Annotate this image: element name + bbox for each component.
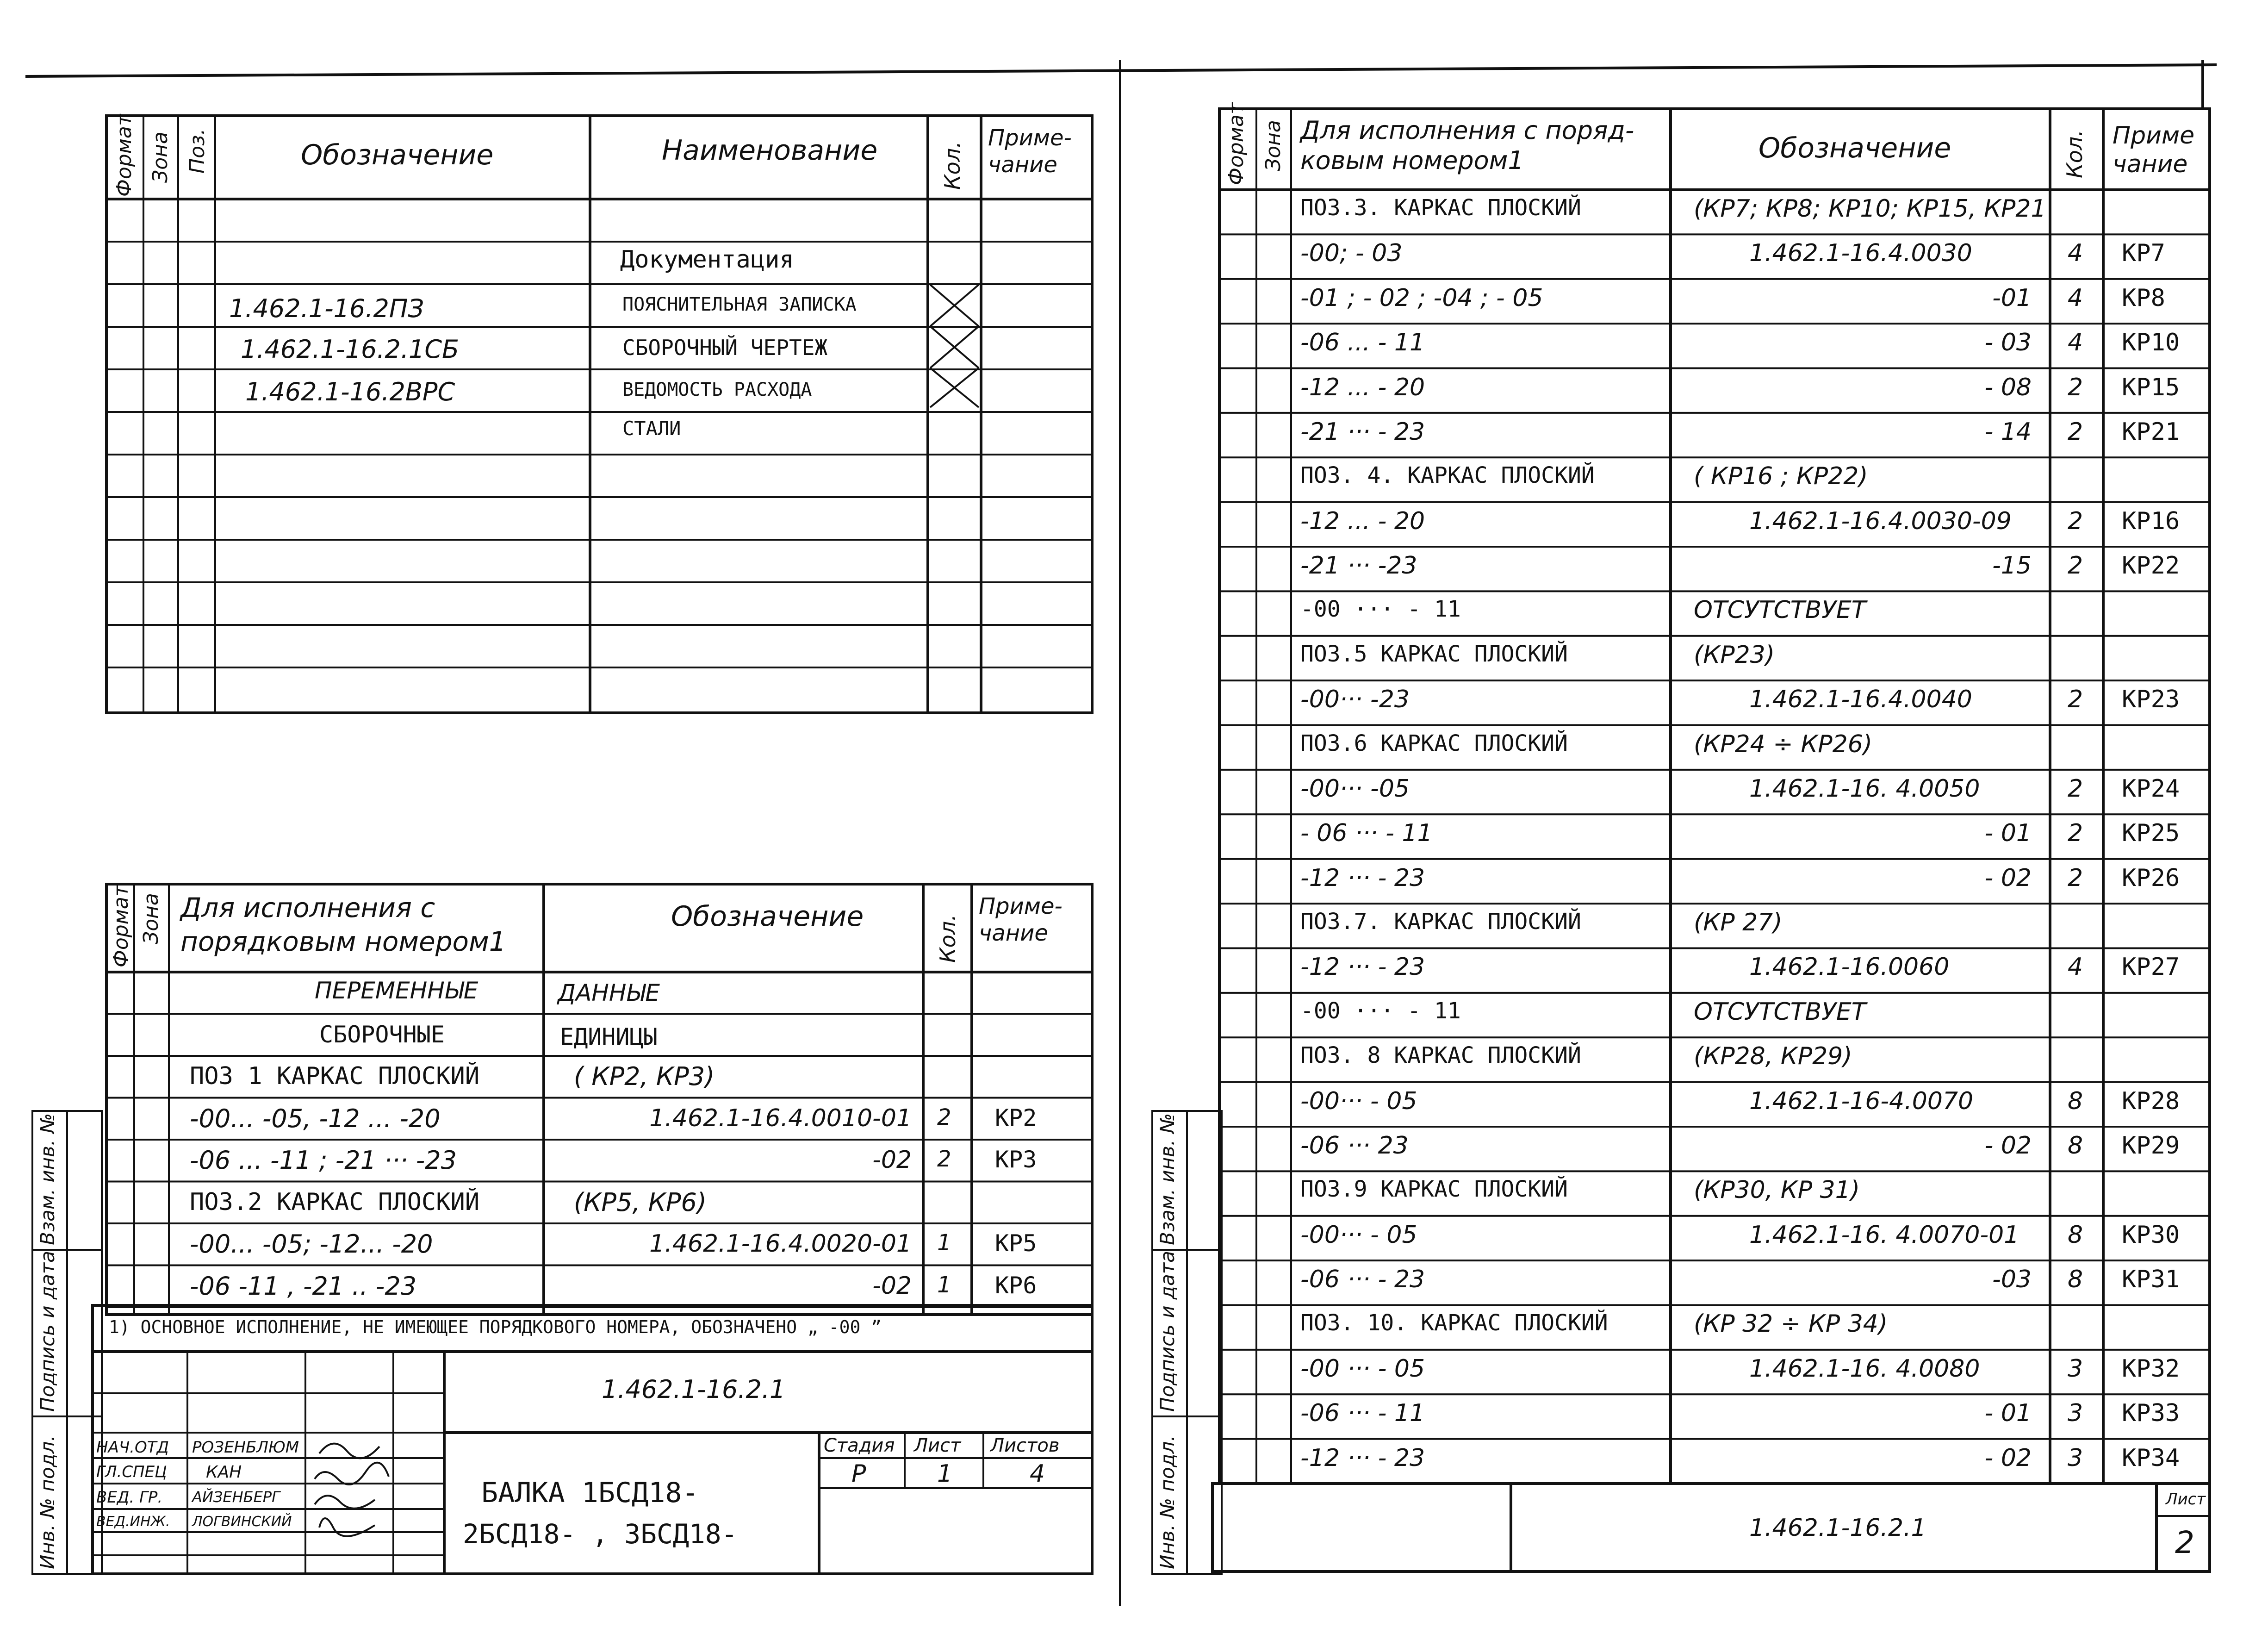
stamp-title-line1: БАЛКА 1БСД18- (481, 1477, 699, 1509)
table-cell-qty: 2 (2068, 774, 2083, 803)
table-cell-variant: -00 ··· - 05 (1300, 1354, 1425, 1383)
var-header-note: Приме- чание (979, 893, 1063, 946)
var-title-c: СБОРОЧНЫЕ (319, 1021, 445, 1048)
table-cell-variant: -00··· - 05 (1300, 1221, 1417, 1249)
table-cell-variant: ПОЗ.7. КАРКАС ПЛОСКИЙ (1300, 909, 1581, 935)
table-cell-variant: -06 ··· 23 (1300, 1131, 1409, 1160)
table-cell-designation: 1.462.1-16.0060 (1749, 953, 1950, 981)
table-cell-designation: 1.462.1-16. 4.0050 (1749, 774, 1980, 803)
table-cell-designation: - 08 (1984, 373, 2032, 401)
header-variant: Для исполнения с поряд- ковым номером1 (1300, 116, 1634, 175)
table-cell-designation: (КР 32 ÷ КР 34) (1694, 1310, 1888, 1338)
table-cell-qty: 8 (2068, 1266, 2083, 1294)
table-cell-qty: 4 (2068, 953, 2083, 981)
table-cell-variant: -01 ; - 02 ; -04 ; - 05 (1300, 284, 1543, 312)
table-cell-variant: -00··· -05 (1300, 774, 1410, 803)
table-cell-qty: 2 (2068, 418, 2083, 446)
table-cell-designation: (КР23) (1694, 641, 1775, 669)
stamp-sheet-label: Лист (2166, 1490, 2206, 1509)
table-cell-qty: 8 (2068, 1131, 2083, 1160)
table-cell-note: КР32 (2122, 1354, 2180, 1383)
header-qty: Кол. (940, 141, 965, 190)
side-label-replace: Взам. инв. № (36, 1113, 59, 1245)
stamp-stage-label: Стадия (824, 1435, 895, 1456)
table-cell-note: КР5 (995, 1230, 1037, 1257)
table-cell-note: КР34 (2122, 1444, 2180, 1472)
table-cell-qty: 4 (2068, 329, 2083, 357)
table-cell-variant: - 06 ··· - 11 (1300, 819, 1433, 848)
footnote: 1) ОСНОВНОЕ ИСПОЛНЕНИЕ, НЕ ИМЕЮЩЕЕ ПОРЯДКОВОГО НОМЕРА, ОБОЗНАЧЕНО „ -00 ” (109, 1317, 882, 1337)
header-qty: Кол. (2062, 130, 2087, 178)
table-cell-variant: -00··· -23 (1300, 686, 1410, 714)
table-cell-note: КР16 (2122, 507, 2180, 535)
signature-name: ЛОГВИНСКИЙ (192, 1514, 292, 1530)
var-title-d: ЕДИНИЦЫ (560, 1023, 658, 1050)
table-cell-variant: ПОЗ. 8 КАРКАС ПЛОСКИЙ (1300, 1042, 1581, 1069)
table-cell-designation: 1.462.1-16. 4.0080 (1749, 1354, 1980, 1383)
table-cell-qty: 8 (2068, 1221, 2083, 1249)
table-cell-designation: - 01 (1984, 1399, 2032, 1428)
table-cell-note: КР22 (2122, 552, 2180, 580)
table-cell-qty: 8 (2068, 1087, 2083, 1115)
header-note: Приме- чание (988, 125, 1072, 178)
table-cell-variant: -00··· - 05 (1300, 1087, 1417, 1115)
table-cell-qty: 2 (2068, 864, 2083, 892)
table-cell-note: КР29 (2122, 1131, 2180, 1160)
table-cell-variant: -00... -05, -12 ... -20 (190, 1104, 441, 1133)
stamp-sheet-label: Лист (914, 1435, 961, 1456)
side-label-inv: Инв. № подл. (1156, 1435, 1179, 1569)
table-cell-note: КР10 (2122, 329, 2180, 357)
signature-role: ВЕД. ГР. (96, 1488, 163, 1507)
stamp-code: 1.462.1-16.2.1 (602, 1375, 786, 1404)
table-cell-qty: 1 (937, 1272, 951, 1298)
table-cell-note: КР8 (2122, 284, 2165, 312)
table-cell-variant: ПОЗ. 4. КАРКАС ПЛОСКИЙ (1300, 462, 1595, 489)
table-cell-designation: (КР7; КР8; КР10; КР15, КР21 (1694, 195, 2046, 223)
table-cell-designation: ОТСУТСТВУЕТ (1694, 998, 1866, 1026)
table-cell-designation: -15 (1992, 552, 2032, 580)
table-cell-designation: ( КР16 ; КР22) (1694, 462, 1868, 491)
table-cell-qty: 2 (2068, 507, 2083, 535)
var-header-zone: Зона (139, 893, 163, 944)
table-cell-designation: - 02 (1984, 1444, 2032, 1472)
table-cell-note: КР6 (995, 1272, 1037, 1299)
doc-designation: 1.462.1-16.2ПЗ (229, 294, 424, 323)
stamp-stage: Р (851, 1460, 866, 1488)
table-cell-note: КР24 (2122, 774, 2180, 803)
table-cell-note: КР21 (2122, 418, 2180, 446)
header-zone: Зона (149, 131, 172, 183)
doc-name-cont: СТАЛИ (622, 417, 681, 440)
table-cell-variant: -12 ··· - 23 (1300, 1444, 1425, 1472)
side-label-sign: Подпись и дата (36, 1251, 59, 1412)
doc-section-title: Документация (620, 246, 794, 274)
header-zone: Зона (1261, 120, 1285, 171)
table-cell-designation: (КР30, КР 31) (1694, 1176, 1860, 1204)
table-cell-note: КР31 (2122, 1266, 2180, 1294)
table-cell-qty: 3 (2068, 1354, 2083, 1383)
table-cell-designation: (КР24 ÷ КР26) (1694, 730, 1873, 758)
table-cell-qty: 2 (937, 1146, 951, 1172)
table-cell-designation: 1.462.1-16-4.0070 (1749, 1087, 1974, 1115)
stamp-sheets-label: Листов (990, 1435, 1060, 1456)
header-pos: Поз. (186, 128, 209, 174)
table-cell-designation: -02 (872, 1272, 912, 1300)
table-cell-qty: 1 (937, 1230, 951, 1256)
table-cell-designation: ( КР2, КР3) (574, 1062, 715, 1091)
table-cell-note: КР27 (2122, 953, 2180, 981)
table-cell-variant: -06 -11 , -21 .. -23 (190, 1271, 417, 1301)
table-cell-variant: ПОЗ.9 КАРКАС ПЛОСКИЙ (1300, 1176, 1568, 1203)
side-label-sign: Подпись и дата (1156, 1251, 1179, 1412)
signature-role: НАЧ.ОТД (96, 1438, 169, 1457)
table-cell-qty: 2 (2068, 373, 2083, 401)
table-cell-designation: 1.462.1-16.4.0030 (1749, 239, 1972, 268)
side-label-replace: Взам. инв. № (1156, 1113, 1179, 1245)
table-cell-note: КР3 (995, 1146, 1037, 1173)
signature-role: ГЛ.СПЕЦ (96, 1463, 167, 1481)
header-designation: Обозначение (1758, 132, 1951, 164)
table-cell-designation: 1.462.1-16.4.0040 (1749, 686, 1972, 714)
table-cell-variant: -21 ··· -23 (1300, 552, 1417, 580)
table-cell-note: КР15 (2122, 373, 2180, 401)
var-title-b: ДАННЫЕ (558, 979, 660, 1006)
header-name: Наименование (662, 134, 878, 167)
doc-designation: 1.462.1-16.2ВРС (245, 377, 455, 406)
doc-name: ВЕДОМОСТЬ РАСХОДА (622, 379, 812, 400)
table-cell-variant: ПОЗ.6 КАРКАС ПЛОСКИЙ (1300, 730, 1568, 756)
doc-designation: 1.462.1-16.2.1СБ (241, 335, 460, 364)
table-cell-designation: - 14 (1984, 418, 2032, 446)
table-cell-designation: 1.462.1-16. 4.0070-01 (1749, 1221, 2019, 1249)
doc-name: СБОРОЧНЫЙ ЧЕРТЕЖ (622, 335, 828, 360)
table-cell-note: КР28 (2122, 1087, 2180, 1115)
table-cell-variant: ПОЗ.2 КАРКАС ПЛОСКИЙ (190, 1188, 480, 1216)
table-cell-qty: 3 (2068, 1399, 2083, 1428)
table-cell-designation: -01 (1992, 284, 2032, 312)
table-cell-note: КР30 (2122, 1221, 2180, 1249)
header-designation: Обозначение (301, 139, 494, 171)
table-cell-variant: -06 ... - 11 (1300, 329, 1425, 357)
stamp-sheet: 2 (2175, 1525, 2194, 1560)
table-cell-designation: (КР28, КР29) (1694, 1042, 1852, 1071)
table-cell-variant: -06 ··· - 23 (1300, 1266, 1425, 1294)
signature-name: АЙЗЕНБЕРГ (192, 1488, 280, 1506)
table-cell-variant: -12 ... - 20 (1300, 373, 1425, 401)
table-cell-designation: (КР 27) (1694, 909, 1783, 937)
var-header-qty: Кол. (935, 914, 960, 963)
table-cell-variant: ПОЗ 1 КАРКАС ПЛОСКИЙ (190, 1062, 480, 1090)
table-cell-designation: - 02 (1984, 864, 2032, 892)
signature-name: КАН (206, 1463, 242, 1482)
table-cell-designation: 1.462.1-16.4.0030-09 (1749, 507, 2012, 535)
header-note: Приме чание (2113, 122, 2195, 179)
table-cell-designation: -02 (872, 1146, 912, 1174)
table-cell-variant: ПОЗ.5 КАРКАС ПЛОСКИЙ (1300, 641, 1568, 667)
table-cell-variant: -12 ··· - 23 (1300, 864, 1425, 892)
table-cell-note: КР26 (2122, 864, 2180, 892)
var-header-variant: Для исполнения с порядковым номером1 (180, 892, 506, 957)
header-format: Формат (112, 114, 136, 197)
signature-name: РОЗЕНБЛЮМ (192, 1438, 299, 1457)
table-cell-variant: ПОЗ.3. КАРКАС ПЛОСКИЙ (1300, 195, 1581, 221)
table-cell-variant: -00; - 03 (1300, 239, 1403, 268)
side-label-inv: Инв. № подл. (36, 1435, 59, 1569)
table-cell-note: КР2 (995, 1104, 1037, 1131)
table-cell-variant: -00 ··· - 11 (1300, 596, 1461, 623)
table-cell-qty: 4 (2068, 284, 2083, 312)
table-cell-designation: ОТСУТСТВУЕТ (1694, 596, 1866, 624)
doc-name: ПОЯСНИТЕЛЬНАЯ ЗАПИСКА (622, 294, 857, 315)
table-cell-qty: 2 (2068, 819, 2083, 848)
table-cell-note: КР23 (2122, 686, 2180, 714)
table-cell-designation: - 03 (1984, 329, 2032, 357)
header-format: Формат (1224, 102, 1248, 185)
table-cell-variant: -12 ··· - 23 (1300, 953, 1425, 981)
table-cell-designation: (КР5, КР6) (574, 1187, 707, 1217)
table-cell-variant: -00... -05; -12... -20 (190, 1229, 433, 1259)
stamp-sheets: 4 (1030, 1460, 1045, 1488)
table-cell-variant: -12 ... - 20 (1300, 507, 1425, 535)
table-cell-note: КР7 (2122, 239, 2165, 268)
var-header-format: Формат (109, 885, 133, 967)
table-cell-variant: -21 ··· - 23 (1300, 418, 1425, 446)
table-cell-designation: -03 (1992, 1266, 2032, 1294)
table-cell-note: КР25 (2122, 819, 2180, 848)
table-cell-variant: ПОЗ. 10. КАРКАС ПЛОСКИЙ (1300, 1310, 1608, 1336)
table-cell-designation: 1.462.1-16.4.0010-01 (649, 1104, 912, 1132)
table-cell-qty: 2 (2068, 686, 2083, 714)
table-cell-qty: 3 (2068, 1444, 2083, 1472)
table-cell-qty: 2 (937, 1104, 951, 1130)
var-title-a: ПЕРЕМЕННЫЕ (315, 977, 478, 1004)
table-cell-qty: 2 (2068, 552, 2083, 580)
var-header-designation: Обозначение (671, 900, 864, 933)
table-cell-variant: -06 ... -11 ; -21 ··· -23 (190, 1146, 457, 1175)
stamp-code: 1.462.1-16.2.1 (1749, 1514, 1926, 1542)
table-cell-variant: -00 ··· - 11 (1300, 998, 1461, 1024)
table-cell-variant: -06 ··· - 11 (1300, 1399, 1425, 1428)
stamp-sheet: 1 (937, 1460, 953, 1488)
table-cell-note: КР33 (2122, 1399, 2180, 1428)
table-cell-designation: - 01 (1984, 819, 2032, 848)
table-cell-qty: 4 (2068, 239, 2083, 268)
signature-role: ВЕД.ИНЖ. (96, 1514, 170, 1530)
table-cell-designation: - 02 (1984, 1131, 2032, 1160)
table-cell-designation: 1.462.1-16.4.0020-01 (649, 1230, 912, 1258)
stamp-title-line2: 2БСД18- , 3БСД18- (463, 1518, 738, 1550)
